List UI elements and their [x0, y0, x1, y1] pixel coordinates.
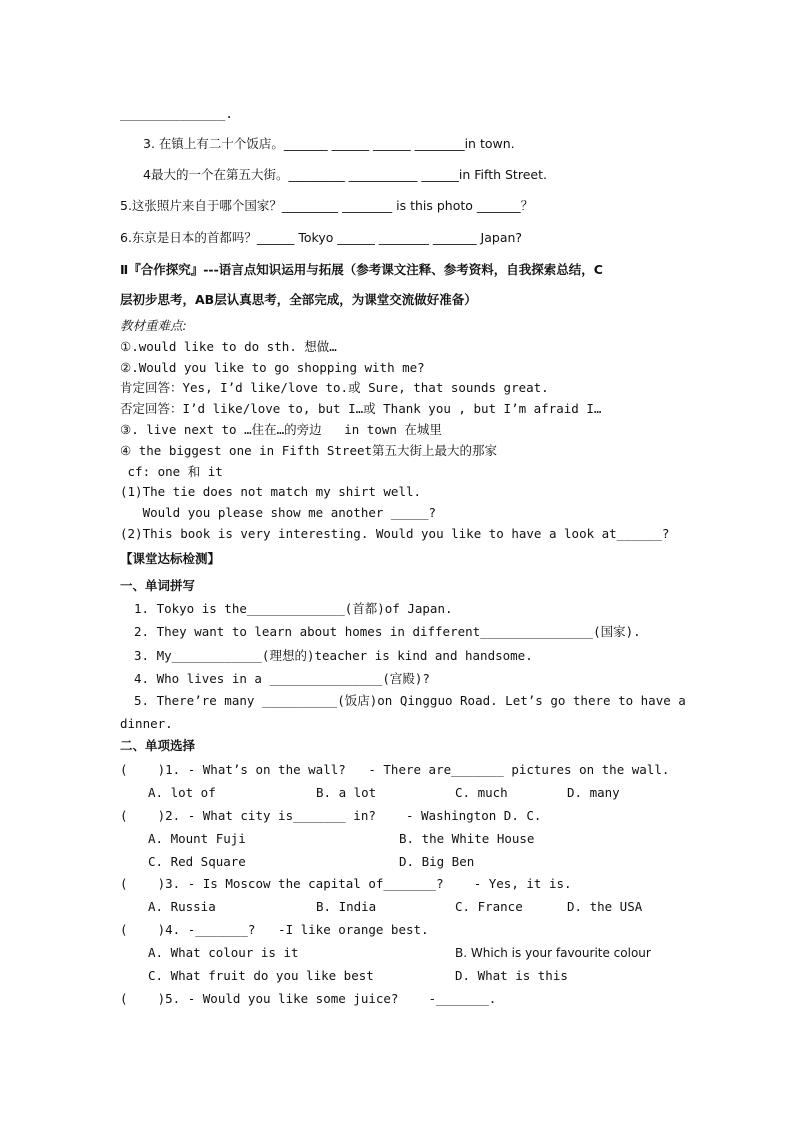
- option-d: D. What is this: [455, 968, 568, 983]
- spelling-item-continuation: dinner.: [120, 716, 173, 731]
- point-line: Would you please show me another _____?: [120, 505, 437, 520]
- option-d: D. many: [567, 785, 620, 800]
- key-points-subheading: 教材重难点:: [120, 318, 187, 333]
- option-a: A. Russia: [148, 899, 216, 914]
- translate-item-6: 6.东京是日本的首都吗？______ Tokyo ______ ________ _______ Japan?: [120, 230, 523, 245]
- translate-item-3: 3. 在镇上有二十个饭店。_______ ______ ______ ________in town.: [143, 136, 515, 151]
- point-line: ④ the biggest one in Fifth Street第五大街上最大的那家: [120, 443, 498, 458]
- spelling-item: 5. There’re many __________(饭店)on Qingguo Road. Let’s go there to have a: [134, 693, 686, 708]
- spelling-item: 3. My____________(理想的)teacher is kind and handsome.: [134, 648, 533, 663]
- point-line: 肯定回答：Yes, I’d like/love to.或 Sure, that sounds great.: [120, 380, 549, 395]
- option-c: C. Red Square: [148, 854, 246, 869]
- spelling-item: 2. They want to learn about homes in different_______________(国家).: [134, 624, 641, 639]
- translate-item-4: 4最大的一个在第五大街。_________ ___________ ______in Fifth Street.: [143, 167, 547, 182]
- spelling-title: 一、单词拼写: [120, 578, 196, 593]
- point-line: ①.would like to do sth. 想做…: [120, 339, 337, 354]
- spelling-item: 4. Who lives in a _______________(宫殿)?: [134, 671, 430, 686]
- question-stem: ( )2. - What city is_______ in? - Washington D. C.: [120, 808, 542, 823]
- option-d: D. the USA: [567, 899, 643, 914]
- point-line: ③. live next to …住在…的旁边 in town 在城里: [120, 422, 442, 437]
- point-line: cf: one 和 it: [120, 464, 223, 479]
- question-stem: ( )3. - Is Moscow the capital of_______? - Yes, it is.: [120, 876, 572, 891]
- option-b: B. a lot: [316, 785, 377, 800]
- option-c: C. France: [455, 899, 523, 914]
- check-title: 【课堂达标检测】: [120, 551, 221, 566]
- question-stem: ( )4. -_______? -I like orange best.: [120, 922, 429, 937]
- spelling-item: 1. Tokyo is the_____________(首都)of Japan.: [134, 601, 453, 616]
- point-line: (2)This book is very interesting. Would you like to have a look at______?: [120, 526, 670, 541]
- option-a: A. Mount Fuji: [148, 831, 246, 846]
- option-c: C. What fruit do you like best: [148, 968, 374, 983]
- option-a: A. lot of: [148, 785, 216, 800]
- top-blank-line: ______________.: [120, 106, 233, 121]
- point-line: ②.Would you like to go shopping with me?: [120, 360, 425, 375]
- option-a: A. What colour is it: [148, 945, 299, 960]
- choice-title: 二、单项选择: [120, 738, 196, 753]
- question-stem: ( )1. - What’s on the wall? - There are_______ pictures on the wall.: [120, 762, 670, 777]
- option-b: B. the White House: [399, 831, 535, 846]
- section2-heading-line2: 层初步思考，AB层认真思考，全部完成，为课堂交流做好准备）: [120, 292, 477, 307]
- option-c: C. much: [455, 785, 508, 800]
- option-d: D. Big Ben: [399, 854, 475, 869]
- point-line: (1)The tie does not match my shirt well.: [120, 484, 422, 499]
- point-line: 否定回答：I’d like/love to, but I…或 Thank you , but I’m afraid I…: [120, 401, 602, 416]
- translate-item-5: 5.这张照片来自于哪个国家？_________ ________ is this photo _______？: [120, 198, 534, 213]
- section2-heading-line1: Ⅱ『合作探究』---语言点知识运用与拓展（参考课文注释、参考资料，自我探索总结，C: [120, 262, 603, 277]
- option-b: B. India: [316, 899, 377, 914]
- question-stem: ( )5. - Would you like some juice? -_______.: [120, 991, 497, 1006]
- option-b: B. Which is your favourite colour: [455, 946, 651, 960]
